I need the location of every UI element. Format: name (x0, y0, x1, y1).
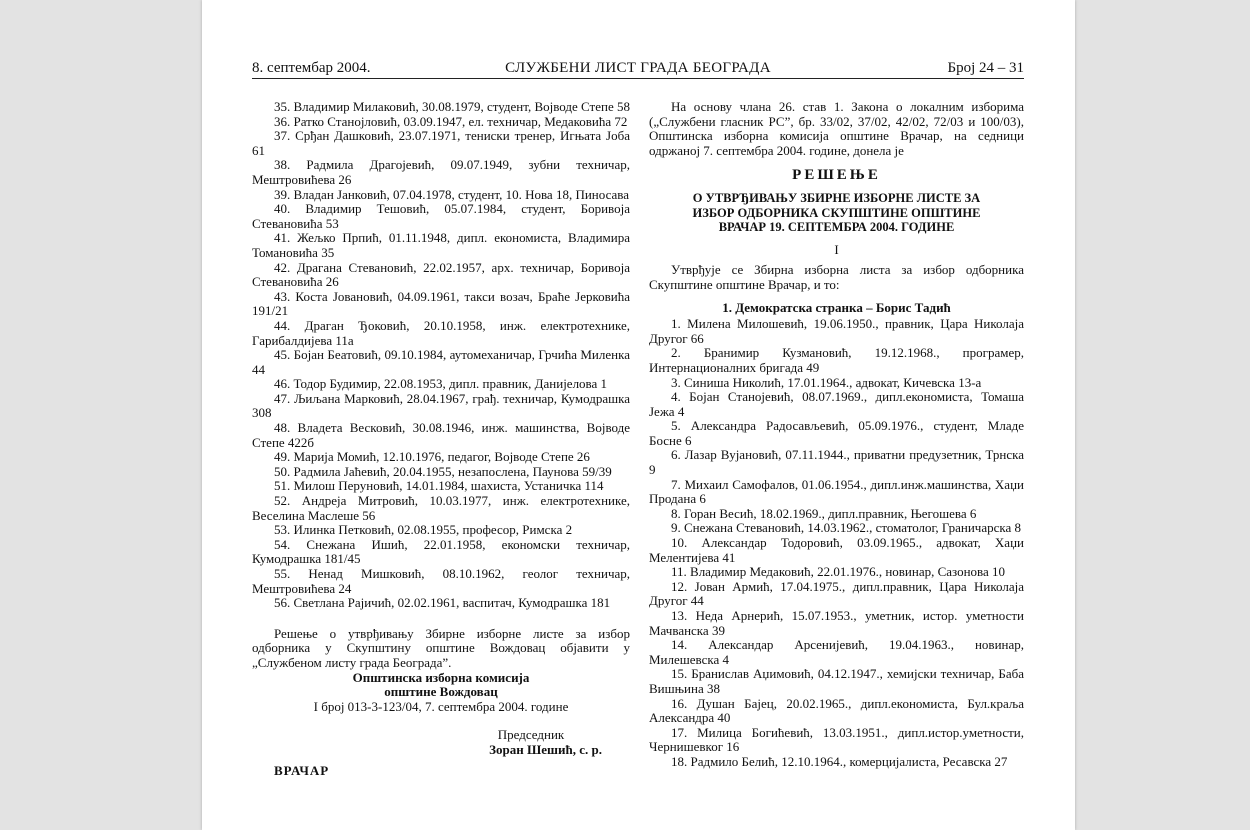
list-item: 10. Александар Тодоровић, 03.09.1965., адвокат, Хаџи Мелентијева 41 (649, 535, 1024, 565)
list-item: 48. Владета Весковић, 30.08.1946, инж. машинства, Војводе Степе 422б (252, 420, 630, 450)
issue-date: 8. септембар 2004. (252, 60, 371, 76)
list-item: 50. Радмила Јаћевић, 20.04.1955, незапослена, Паунова 59/39 (274, 463, 612, 479)
commission-name: Општинска изборна комисија (352, 669, 530, 685)
list-item: 18. Радмило Белић, 12.10.1964., комерцијалиста, Ресавска 27 (671, 753, 1008, 769)
list-item: 7. Михаил Самофалов, 01.06.1954., дипл.инж.машинства, Хаџи Продана 6 (649, 476, 1024, 507)
issue-number: Број 24 – 31 (947, 60, 1024, 76)
list-item: 55. Ненад Мишковић, 08.10.1962, геолог техничар, Мештровићева 24 (252, 566, 630, 596)
list-item: 15. Бранислав Аџимовић, 04.12.1947., хемијски техничар, Баба Вишњина 38 (649, 666, 1024, 696)
subtitle-line-1: О УТВРЂИВАЊУ ЗБИРНЕ ИЗБОРНЕ ЛИСТЕ ЗА (692, 190, 981, 205)
list-item: 17. Милица Богићевић, 13.03.1951., дипл.истор.уметности, Чернишевког 16 (649, 724, 1024, 755)
list-item: 53. Илинка Петковић, 02.08.1955, професор, Римска 2 (274, 522, 573, 538)
list-item: 36. Ратко Станојловић, 03.09.1947, ел. техничар, Медаковића 72 (274, 113, 628, 129)
list-item: 51. Милош Перуновић, 14.01.1984, шахиста, Устаничка 114 (274, 478, 604, 494)
signatory-role: Председник (497, 727, 565, 743)
list-item: 47. Љиљана Марковић, 28.04.1967, грађ. техничар, Кумодрашка 308 (252, 390, 630, 421)
candidate-list-vracar (649, 317, 1024, 769)
list-item: 4. Бојан Станојевић, 08.07.1969., дипл.економиста, Томаша Јежа 4 (649, 389, 1024, 419)
list-item: 5. Александра Радосављевић, 05.09.1976., студент, Младе Босне 6 (649, 418, 1024, 448)
section-heading-vracar: ВРАЧАР (274, 762, 330, 778)
list-item: 46. Тодор Будимир, 22.08.1953, дипл. правник, Данијелова 1 (274, 376, 608, 392)
decision-title: РЕШЕЊЕ (792, 167, 881, 184)
list-item: 2. Бранимир Кузмановић, 19.12.1968., програмер, Интернационалних бригада 49 (649, 345, 1024, 375)
list-item: 40. Владимир Тешовић, 05.07.1984, студент, Боривоја Стевановића 53 (252, 201, 630, 231)
party-heading: 1. Демократска странка – Борис Тадић (722, 299, 951, 315)
reference-number: I број 013-3-123/04, 7. септембра 2004. године (313, 698, 569, 714)
list-item: 6. Лазар Вујановић, 07.11.1944., приватни предузетник, Трнска 9 (649, 447, 1024, 478)
page-header (252, 58, 1024, 79)
subtitle-line-2: ИЗБОР ОДБОРНИКА СКУПШТИНЕ ОПШТИНЕ (692, 205, 981, 220)
section-text: Утврђује се Збирна изборна листа за избор одборника Скупштине општине Врачар, и то: (649, 262, 1024, 292)
left-column (252, 100, 630, 778)
list-item: 12. Јован Армић, 17.04.1975., дипл.правник, Цара Николаја Другог 44 (649, 578, 1024, 609)
signatory-name: Зоран Шешић, с. р. (489, 741, 602, 757)
list-item: 37. Срђан Дашковић, 23.07.1971, тениски тренер, Игњата Јоба 61 (252, 128, 630, 158)
legal-basis-paragraph: На основу члана 26. став 1. Закона о локалним изборима („Службени гласник РС”, бр. 33/02, 37/02, 42/02, 72/03 и 100/03), Општинска изборна комисија општине Врачар, на седници одржаној 7. септембра 2004. године, донела је (649, 99, 1024, 158)
list-item: 54. Снежана Ишић, 22.01.1958, економски техничар, Кумодрашка 181/45 (252, 536, 630, 567)
list-item: 13. Неда Арнерић, 15.07.1953., уметник, истор. уметности Мачванска 39 (649, 608, 1024, 638)
list-item: 35. Владимир Милаковић, 30.08.1979, студент, Војводе Степе 58 (274, 99, 630, 114)
list-item: 42. Драгана Стевановић, 22.02.1957, арх. техничар, Боривоја Стевановића 26 (252, 259, 630, 290)
list-item: 11. Владимир Медаковић, 22.01.1976., новинар, Сазонова 10 (671, 564, 1006, 580)
decision-subtitle (649, 191, 1024, 235)
section-number: I (834, 241, 839, 257)
list-item: 16. Душан Бајец, 20.02.1965., дипл.економиста, Бул.краља Александра 40 (649, 695, 1024, 726)
list-item: 45. Бојан Беатовић, 09.10.1984, аутомеханичар, Грчића Миленка 44 (252, 347, 630, 377)
list-item: 56. Светлана Рајичић, 02.02.1961, васпитач, Кумодрашка 181 (274, 595, 611, 611)
subtitle-line-3: ВРАЧАР 19. СЕПТЕМБРА 2004. ГОДИНЕ (718, 220, 955, 235)
right-column (649, 100, 1024, 770)
list-item: 41. Жељко Прпић, 01.11.1948, дипл. економиста, Владимира Томановића 35 (252, 230, 630, 260)
document-page (202, 0, 1075, 830)
list-item: 39. Владан Јанковић, 07.04.1978, студент, 10. Нова 18, Пиносава (274, 186, 629, 202)
list-item: 1. Милена Милошевић, 19.06.1950., правник, Цара Николаја Другог 66 (649, 316, 1024, 346)
list-item: 49. Марија Момић, 12.10.1976, педагог, Војводе Степе 26 (274, 449, 590, 465)
list-item: 44. Драган Ђоковић, 20.10.1958, инж. електротехнике, Гарибалдијева 11а (252, 317, 630, 348)
candidate-list-vozdovac (252, 100, 630, 611)
closing-paragraph: Решење о утврђивању Збирне изборне листе за избор одборника у Скупштину општине Вождовац објавити у „Службеном листу града Београда”. (252, 625, 630, 670)
list-item: 9. Снежана Стевановић, 14.03.1962., стоматолог, Граничарска 8 (671, 520, 1022, 536)
list-item: 3. Синиша Николић, 17.01.1964., адвокат, Кичевска 13-а (671, 374, 982, 390)
commission-municipality: општине Вождовац (384, 684, 498, 700)
publication-title: СЛУЖБЕНИ ЛИСТ ГРАДА БЕОГРАДА (505, 60, 771, 76)
list-item: 52. Андреја Митровић, 10.03.1977, инж. електротехнике, Веселина Маслеше 56 (252, 493, 630, 523)
list-item: 8. Горан Весић, 18.02.1969., дипл.правник, Његошева 6 (671, 505, 977, 521)
list-item: 14. Александар Арсенијевић, 19.04.1963., новинар, Милешевска 4 (649, 637, 1024, 667)
list-item: 38. Радмила Драгојевић, 09.07.1949, зубни техничар, Мештровићева 26 (252, 157, 630, 187)
list-item: 43. Коста Јовановић, 04.09.1961, такси возач, Браће Јерковића 191/21 (252, 288, 630, 319)
